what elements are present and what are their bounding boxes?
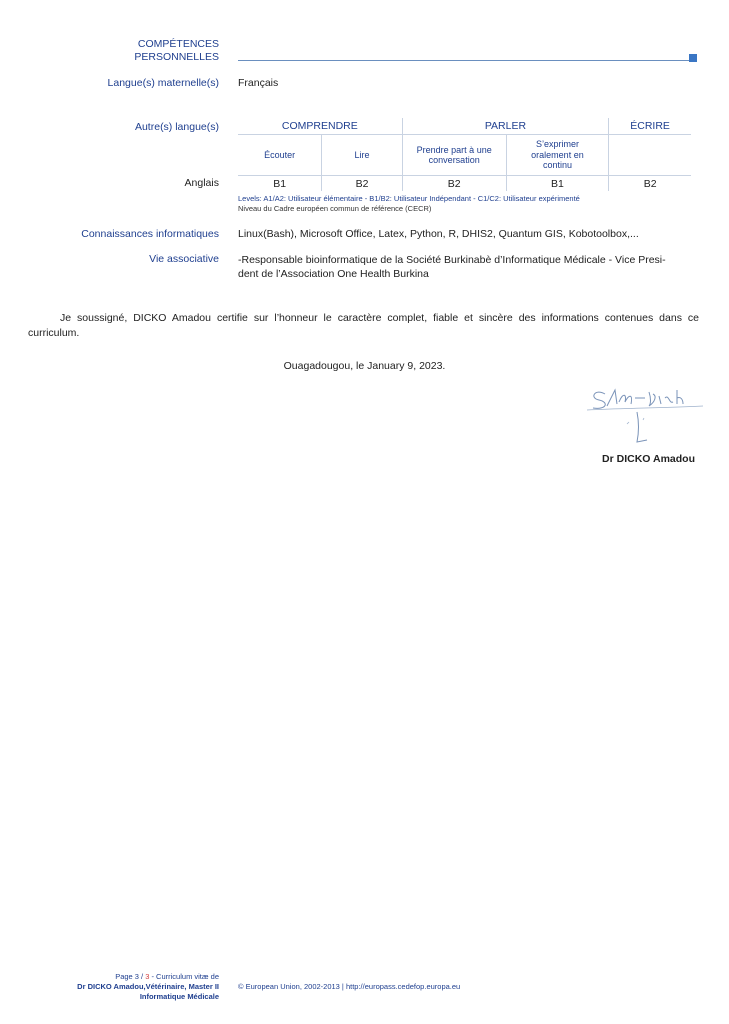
subheader-prendre-part: Prendre part à une conversation	[402, 135, 506, 176]
level-ecouter: B1	[238, 176, 322, 192]
associative-label: Vie associative	[149, 253, 219, 265]
associative-value	[238, 253, 666, 281]
level-sexprimer: B1	[506, 176, 609, 192]
footer-page-prefix: Page 3 /	[115, 972, 146, 981]
language-name: Anglais	[184, 177, 219, 189]
footer-page-info	[0, 972, 219, 982]
level-prendre-part: B2	[402, 176, 506, 192]
footer-author-line2: Informatique Médicale	[139, 992, 219, 1001]
section-title-line2: PERSONNELLES	[134, 51, 219, 63]
levels-note: Levels: A1/A2: Utilisateur élémentaire - B1/B2: Utilisateur Indépendant - C1/C2: Utilisateur expérimenté	[238, 194, 580, 203]
other-languages-label: Autre(s) langue(s)	[134, 121, 219, 133]
subheader-ecrire-empty	[609, 135, 691, 176]
language-table	[238, 118, 691, 191]
associative-value-line2: dent de l’Association One Health Burkina	[238, 268, 429, 280]
header-ecrire: ÉCRIRE	[609, 118, 691, 135]
level-ecrire: B2	[609, 176, 691, 192]
mother-tongue-label: Langue(s) maternelle(s)	[107, 77, 219, 89]
level-lire: B2	[322, 176, 402, 192]
signature-name: Dr DICKO Amadou	[602, 453, 695, 465]
section-title-line1: COMPÉTENCES	[137, 38, 219, 50]
footer-author-line1: Dr DICKO Amadou,Vétérinaire, Master II	[77, 982, 219, 991]
section-rule-square	[689, 54, 697, 62]
section-title	[0, 38, 219, 64]
computer-skills-value: Linux(Bash), Microsoft Office, Latex, Python, R, DHIS2, Quantum GIS, Kobotoolbox,...	[238, 228, 639, 240]
computer-skills-label: Connaissances informatiques	[81, 228, 219, 240]
subheader-lire: Lire	[322, 135, 402, 176]
declaration-text: Je soussigné, DICKO Amadou certifie sur l’honneur le caractère complet, fiable et sincère des informations contenues dans ce curriculum.	[28, 312, 699, 339]
footer-page-suffix: - Curriculum vitæ de	[149, 972, 219, 981]
subheader-sexprimer: S’exprimer oralement en continu	[506, 135, 609, 176]
header-comprendre: COMPRENDRE	[238, 118, 402, 135]
associative-value-line1: -Responsable bioinformatique de la Société Burkinabè d’Informatique Médicale - Vice Presi-	[238, 254, 666, 266]
section-rule	[238, 60, 689, 61]
mother-tongue-value: Français	[238, 77, 279, 89]
cecr-note: Niveau du Cadre européen commun de référence (CECR)	[238, 204, 432, 213]
handwritten-signature	[585, 382, 705, 446]
place-date: Ouagadougou, le January 9, 2023.	[283, 360, 446, 372]
footer-copyright-link[interactable]: © European Union, 2002-2013 | http://europass.cedefop.europa.eu	[238, 982, 461, 991]
subheader-ecouter: Écouter	[238, 135, 322, 176]
footer-page-total: 3	[145, 972, 150, 981]
footer-author	[0, 982, 219, 1002]
header-parler: PARLER	[402, 118, 609, 135]
